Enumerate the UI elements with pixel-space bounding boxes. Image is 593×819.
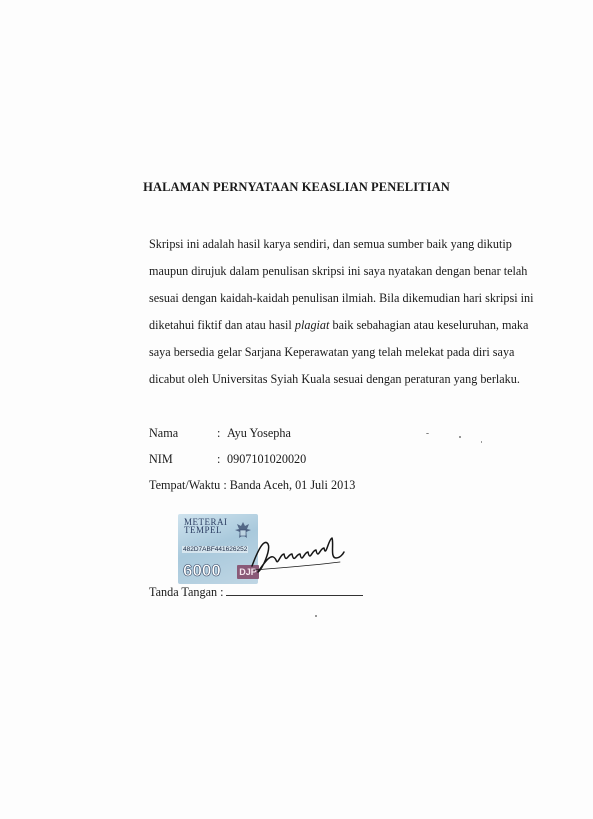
stamp-title [184,518,228,534]
field-label: Nama [149,426,179,440]
page-title: HALAMAN PERNYATAAN KEASLIAN PENELITIAN [143,180,450,194]
scan-speck [426,433,429,434]
paragraph-text: diketahui fiktif dan atau hasil [149,318,295,332]
paragraph-line: sesuai dengan kaidah-kaidah penulisan ilmiah. Bila dikemudian hari skripsi ini [149,291,534,305]
scan-speck [459,436,461,438]
declaration-paragraph [149,231,534,393]
paragraph-text: baik sebahagian atau keseluruhan, maka [329,318,529,332]
field-colon: : [217,452,221,466]
field-label: Tempat/Waktu [149,478,221,492]
field-value: Ayu Yosepha [227,426,291,440]
paragraph-line [149,312,529,339]
field-tempat-waktu [149,477,355,493]
signature-line [226,585,363,596]
stamp-title-line2: TEMPEL [184,525,222,535]
field-colon: : [217,426,221,440]
field-nim [149,451,306,467]
field-value: 0907101020020 [227,452,307,466]
field-colon: : [220,478,230,492]
signature-label: Tanda Tangan : [149,585,224,599]
field-nama [149,425,291,441]
field-label: NIM [149,452,173,466]
paragraph-line: saya bersedia gelar Sarjana Keperawatan yang telah melekat pada diri saya [149,345,515,359]
signature-row [149,585,363,600]
paragraph-line: dicabut oleh Universitas Syiah Kuala sesuai dengan peraturan yang berlaku. [149,372,520,386]
scan-speck [315,615,317,617]
stamp-value: 6000 [183,561,221,580]
stamp-serial-code: 482D7ABF441626252 [183,546,248,553]
paragraph-line: Skripsi ini adalah hasil karya sendiri, dan semua sumber baik yang dikutip [149,237,512,251]
handwritten-signature [248,530,348,578]
stamp-title-line1: METERAI [184,517,228,527]
field-value: Banda Aceh, 01 Juli 2013 [229,478,356,492]
paragraph-line: maupun dirujuk dalam penulisan skripsi ini saya nyatakan dengan benar telah [149,264,528,278]
djp-badge: DJP [237,565,259,579]
scan-speck [481,441,482,443]
italic-term: plagiat [294,318,330,332]
